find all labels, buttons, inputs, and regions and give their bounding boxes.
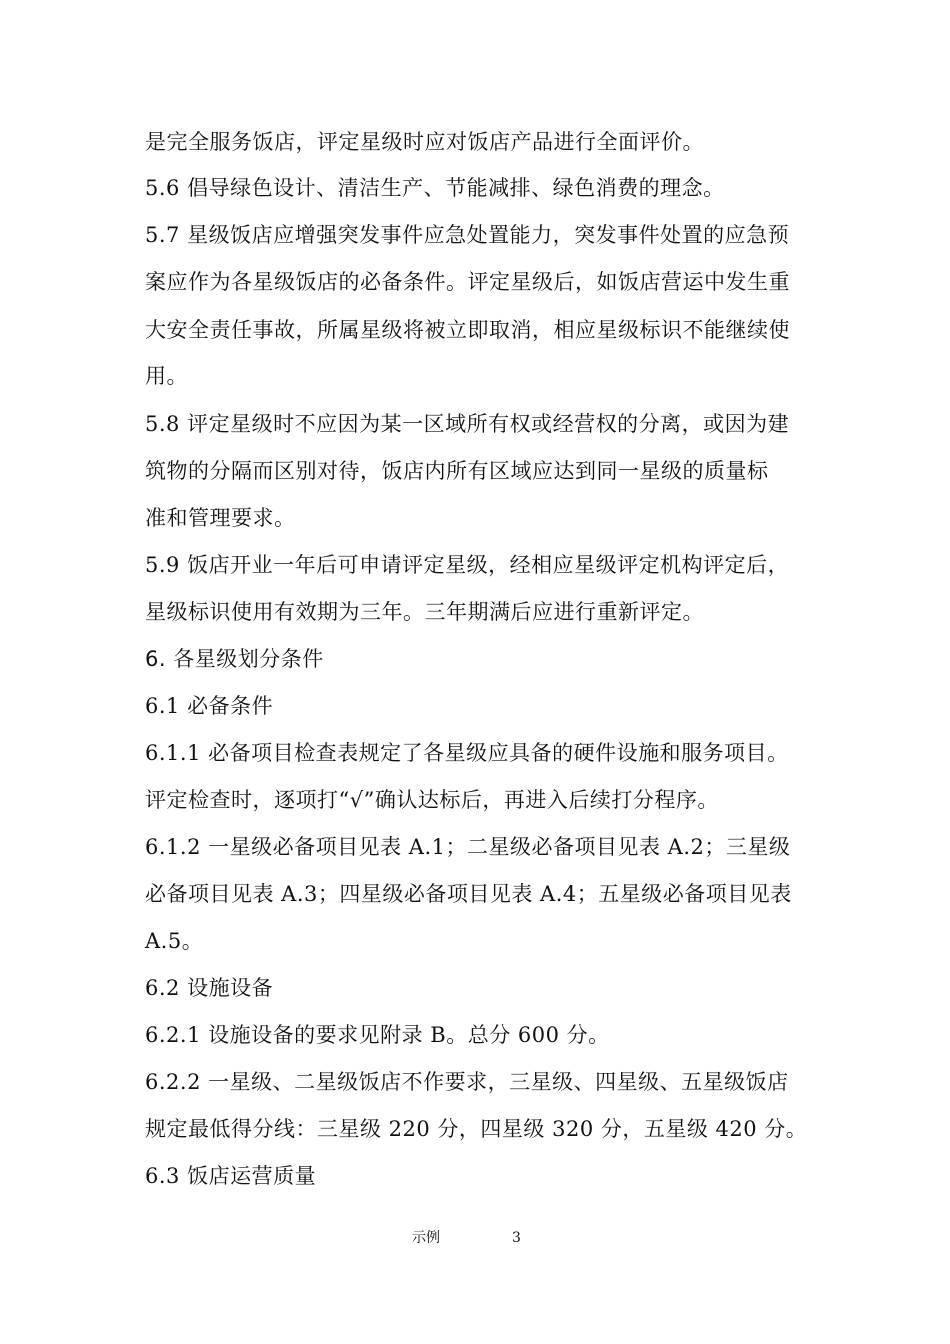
page-number: 3: [512, 1230, 521, 1246]
text-line: 评定检查时，逐项打“√”确认达标后，再进入后续打分程序。: [145, 788, 719, 812]
text-line: 5.8 评定星级时不应因为某一区域所有权或经营权的分离，或因为建: [145, 412, 790, 436]
text-line: 准和管理要求。: [145, 506, 296, 530]
text-line: 大安全责任事故，所属星级将被立即取消，相应星级标识不能继续使: [145, 318, 790, 342]
text-line: 6.1 必备条件: [145, 694, 274, 718]
text-line: 星级标识使用有效期为三年。三年期满后应进行重新评定。: [145, 600, 704, 624]
text-line: 6.3 饭店运营质量: [145, 1164, 317, 1188]
text-line: 6.2.2 一星级、二星级饭店不作要求，三星级、四星级、五星级饭店: [145, 1070, 789, 1094]
text-line: 案应作为各星级饭店的必备条件。评定星级后，如饭店营运中发生重: [145, 270, 790, 294]
text-line: 5.6 倡导绿色设计、清洁生产、节能减排、绿色消费的理念。: [145, 176, 725, 200]
text-line: 5.9 饭店开业一年后可申请评定星级，经相应星级评定机构评定后，: [145, 553, 790, 577]
text-line: 5.7 星级饭店应增强突发事件应急处置能力，突发事件处置的应急预: [145, 223, 790, 247]
text-line: 是完全服务饭店，评定星级时应对饭店产品进行全面评价。: [145, 130, 704, 154]
text-line: 6.2.1 设施设备的要求见附录 B。总分 600 分。: [145, 1023, 610, 1047]
text-line: 6.1.2 一星级必备项目见表 A.1；二星级必备项目见表 A.2；三星级: [145, 835, 791, 859]
text-line: 6.2 设施设备: [145, 976, 274, 1000]
text-line: 用。: [145, 364, 188, 388]
section-heading: 6. 各星级划分条件: [145, 647, 324, 671]
text-line: 规定最低得分线：三星级 220 分，四星级 320 分，五星级 420 分。: [145, 1117, 808, 1141]
text-line: 筑物的分隔而区别对待，饭店内所有区域应达到同一星级的质量标: [145, 459, 769, 483]
text-line: 必备项目见表 A.3；四星级必备项目见表 A.4；五星级必备项目见表: [145, 882, 792, 906]
text-line: 6.1.1 必备项目检查表规定了各星级应具备的硬件设施和服务项目。: [145, 741, 789, 765]
text-line: A.5。: [145, 929, 204, 953]
footer-label: 示例: [412, 1230, 440, 1246]
